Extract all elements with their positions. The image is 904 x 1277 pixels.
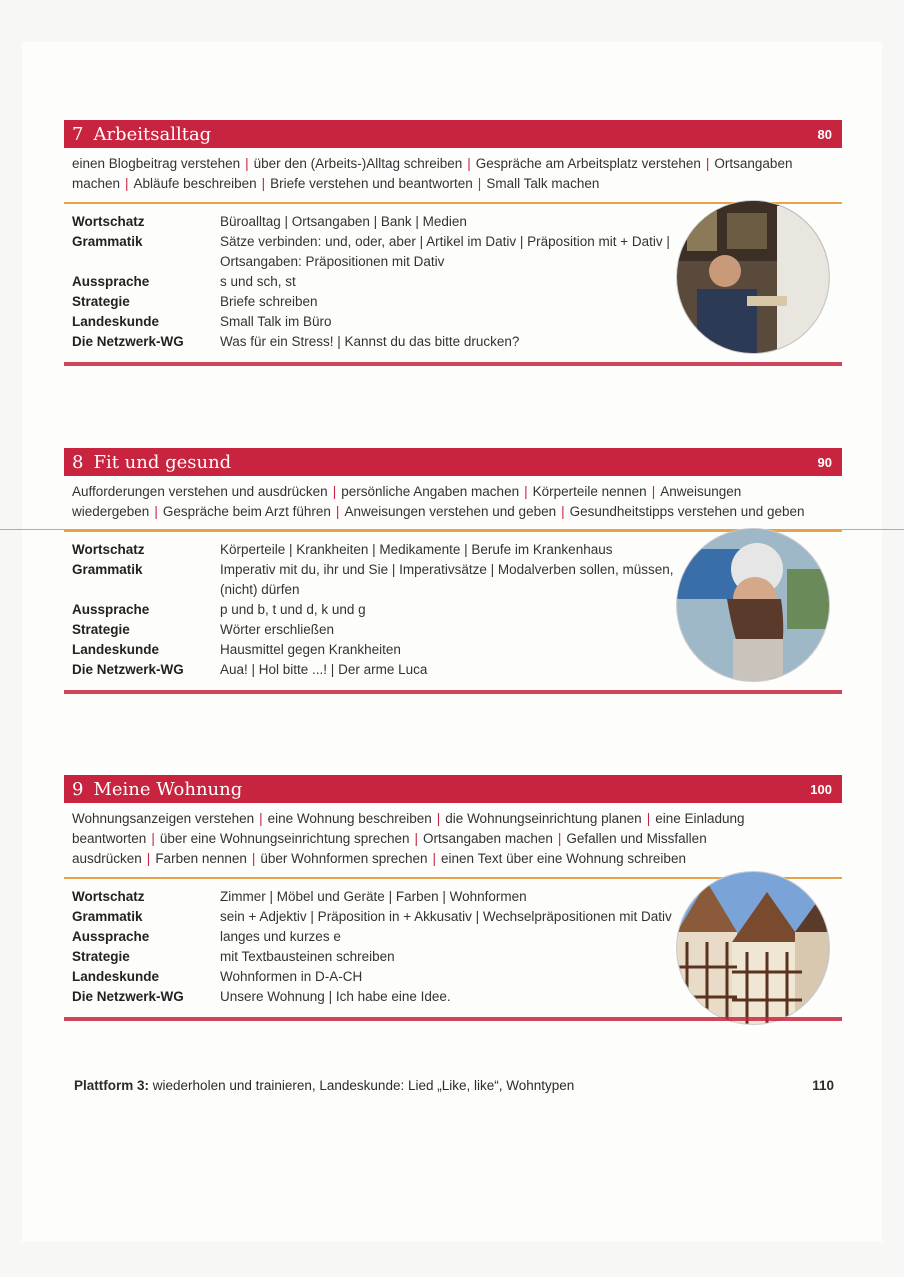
- goal-item: einen Text über eine Wohnung schreiben: [441, 851, 686, 866]
- detail-value: s und sch, st: [220, 274, 296, 289]
- unit-footer-bar: [64, 690, 842, 694]
- goal-item: eine Einladung beantworten: [72, 811, 745, 846]
- goal-item: die Wohnungseinrichtung planen: [445, 811, 642, 826]
- detail-label: Landeskunde: [72, 969, 160, 984]
- goal-item: Wohnungsanzeigen verstehen: [72, 811, 255, 826]
- detail-value: Sätze verbinden: und, oder, aber | Artikel im Dativ | Präposition mit + Dativ | Ortsangaben: Präpositionen mit Dativ: [220, 234, 670, 269]
- goal-item: Ortsangaben machen: [423, 831, 553, 846]
- detail-label: Grammatik: [72, 909, 143, 924]
- goal-separator: |: [705, 156, 710, 171]
- platform-page: 110: [812, 1078, 834, 1093]
- goal-separator: |: [259, 811, 263, 826]
- detail-value: Körperteile | Krankheiten | Medikamente | Berufe im Krankenhaus: [220, 542, 613, 557]
- goal-item: Gespräche beim Arzt führen: [162, 504, 331, 519]
- goal-item: Körperteile nennen: [532, 484, 647, 499]
- detail-value: Wohnformen in D-A-CH: [220, 969, 363, 984]
- unit-title: Arbeitsalltag: [93, 123, 212, 145]
- goal-separator: |: [151, 831, 155, 846]
- goal-separator: |: [125, 176, 129, 191]
- goal-separator: |: [477, 176, 482, 191]
- goal-separator: |: [335, 504, 340, 519]
- goal-separator: |: [651, 484, 656, 499]
- unit-page: 90: [817, 454, 832, 470]
- detail-value: p und b, t und d, k und g: [220, 602, 366, 617]
- unit-footer-bar: [64, 362, 842, 366]
- detail-value: Was für ein Stress! | Kannst du das bitte drucken?: [220, 334, 520, 349]
- goal-separator: |: [467, 156, 471, 171]
- detail-value: Briefe schreiben: [220, 294, 318, 309]
- detail-value: Zimmer | Möbel und Geräte | Farben | Wohnformen: [220, 889, 527, 904]
- goal-item: Aufforderungen verstehen und ausdrücken: [72, 484, 328, 499]
- unit-8: [64, 448, 842, 694]
- cyclist-photo: [676, 528, 830, 682]
- unit-details: [64, 204, 842, 362]
- unit-details: [64, 879, 842, 1017]
- detail-value: langes und kurzes e: [220, 929, 341, 944]
- unit-title: Fit und gesund: [93, 451, 232, 473]
- goal-separator: |: [251, 851, 256, 866]
- detail-value: Small Talk im Büro: [220, 314, 332, 329]
- unit-9: [64, 775, 842, 1021]
- goal-item: Ortsangaben machen: [72, 156, 793, 191]
- goal-item: eine Wohnung beschreiben: [267, 811, 432, 826]
- goal-item: Gesundheitstipps verstehen und geben: [569, 504, 805, 519]
- goal-item: Gefallen und Missfallen ausdrücken: [72, 831, 707, 866]
- platform-text: wiederholen und trainieren, Landeskunde: Lied „Like, like“, Wohntypen: [152, 1078, 575, 1093]
- detail-label: Die Netzwerk-WG: [72, 989, 184, 1004]
- detail-label: Grammatik: [72, 234, 143, 249]
- houses-photo: [676, 871, 830, 1025]
- unit-number: 8: [72, 451, 84, 473]
- goal-separator: |: [245, 156, 249, 171]
- detail-label: Wortschatz: [72, 889, 145, 904]
- detail-label: Landeskunde: [72, 314, 160, 329]
- detail-label: Aussprache: [72, 602, 150, 617]
- unit-number: 9: [72, 778, 84, 800]
- unit-goals: [64, 148, 842, 204]
- platform-text-wrap: [74, 1078, 574, 1093]
- unit-footer-bar: [64, 1017, 842, 1021]
- goal-item: Farben nennen: [155, 851, 247, 866]
- goal-separator: |: [154, 504, 158, 519]
- unit-header: [64, 448, 842, 476]
- unit-details: [64, 532, 842, 690]
- detail-value: Wörter erschließen: [220, 622, 335, 637]
- unit-header: [64, 120, 842, 148]
- detail-label: Die Netzwerk-WG: [72, 662, 184, 677]
- goal-separator: |: [557, 831, 562, 846]
- detail-label: Die Netzwerk-WG: [72, 334, 184, 349]
- detail-label: Strategie: [72, 622, 130, 637]
- goal-separator: |: [524, 484, 528, 499]
- detail-label: Wortschatz: [72, 542, 145, 557]
- goal-item: Small Talk machen: [486, 176, 600, 191]
- goal-separator: |: [414, 831, 419, 846]
- goal-separator: |: [561, 504, 565, 519]
- goal-item: persönliche Angaben machen: [341, 484, 520, 499]
- unit-page: 100: [810, 781, 832, 797]
- goal-item: über eine Wohnungseinrichtung sprechen: [159, 831, 410, 846]
- goal-separator: |: [332, 484, 337, 499]
- detail-value: sein + Adjektiv | Präposition in + Akkusativ | Wechselpräpositionen mit Dativ: [220, 909, 672, 924]
- detail-label: Wortschatz: [72, 214, 145, 229]
- unit-goals: [64, 476, 842, 532]
- goal-separator: |: [646, 811, 651, 826]
- unit-goals: [64, 803, 842, 879]
- detail-value: mit Textbausteinen schreiben: [220, 949, 395, 964]
- goal-separator: |: [436, 811, 441, 826]
- goal-item: über den (Arbeits-)Alltag schreiben: [253, 156, 463, 171]
- unit-header: [64, 775, 842, 803]
- goal-item: Gespräche am Arbeitsplatz verstehen: [475, 156, 701, 171]
- unit-title: Meine Wohnung: [93, 778, 243, 800]
- unit-number: 7: [72, 123, 84, 145]
- detail-label: Grammatik: [72, 562, 143, 577]
- unit-7: [64, 120, 842, 366]
- detail-value: Unsere Wohnung | Ich habe eine Idee.: [220, 989, 451, 1004]
- goal-separator: |: [432, 851, 437, 866]
- detail-label: Landeskunde: [72, 642, 160, 657]
- detail-label: Aussprache: [72, 274, 150, 289]
- office-photo: [676, 200, 830, 354]
- goal-item: Anweisungen wiedergeben: [72, 484, 742, 519]
- platform-footer: [74, 1078, 834, 1093]
- detail-value: Büroalltag | Ortsangaben | Bank | Medien: [220, 214, 467, 229]
- platform-label: Plattform 3:: [74, 1078, 150, 1093]
- goal-item: über Wohnformen sprechen: [260, 851, 428, 866]
- goal-separator: |: [261, 176, 266, 191]
- detail-value: Imperativ mit du, ihr und Sie | Imperativsätze | Modalverben sollen, müssen, (nicht) dürfen: [220, 562, 674, 597]
- unit-page: 80: [817, 126, 832, 142]
- goal-item: einen Blogbeitrag verstehen: [72, 156, 241, 171]
- goal-item: Briefe verstehen und beantworten: [270, 176, 473, 191]
- goal-separator: |: [146, 851, 151, 866]
- detail-label: Strategie: [72, 294, 130, 309]
- detail-label: Aussprache: [72, 929, 150, 944]
- detail-label: Strategie: [72, 949, 130, 964]
- detail-value: Hausmittel gegen Krankheiten: [220, 642, 401, 657]
- goal-item: Abläufe beschreiben: [133, 176, 257, 191]
- detail-value: Aua! | Hol bitte ...! | Der arme Luca: [220, 662, 428, 677]
- goal-item: Anweisungen verstehen und geben: [344, 504, 557, 519]
